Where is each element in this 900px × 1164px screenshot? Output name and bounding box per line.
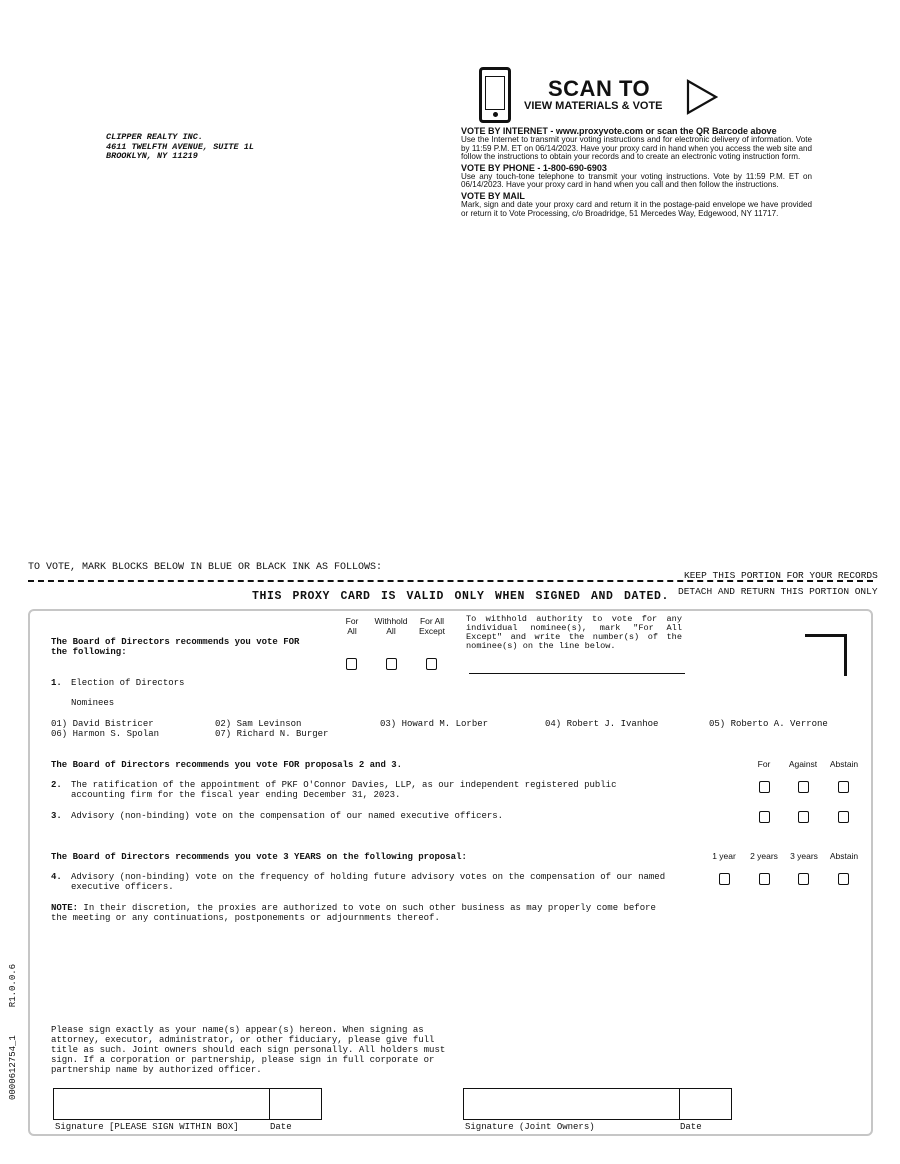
voting-instructions xyxy=(461,126,812,219)
detach-line xyxy=(28,580,873,582)
item4-2-years-checkbox[interactable] xyxy=(759,873,770,885)
item3-against-checkbox[interactable] xyxy=(798,811,809,823)
board-recommendation-3: The Board of Directors recommends you vote 3 YEARS on the following proposal: xyxy=(51,852,467,862)
item2-against-checkbox[interactable] xyxy=(798,781,809,793)
detach-portion-label: DETACH AND RETURN THIS PORTION ONLY xyxy=(678,586,878,597)
internet-heading: VOTE BY INTERNET - www.proxyvote.com or scan the QR Barcode above xyxy=(461,126,777,136)
to-vote-instruction: TO VOTE, MARK BLOCKS BELOW IN BLUE OR BLACK INK AS FOLLOWS: xyxy=(28,562,383,573)
board-recommendation-2: The Board of Directors recommends you vote FOR proposals 2 and 3. xyxy=(51,760,403,770)
item4-3-years-checkbox[interactable] xyxy=(798,873,809,885)
address-line: BROOKLYN, NY 11219 xyxy=(106,151,198,161)
col-header-withhold-all: Withhold All xyxy=(374,616,408,636)
scan-subtitle: VIEW MATERIALS & VOTE xyxy=(524,100,663,112)
item2-for-checkbox[interactable] xyxy=(759,781,770,793)
item4-1-year-checkbox[interactable] xyxy=(719,873,730,885)
nominee: 07) Richard N. Burger xyxy=(215,729,329,739)
nominees-label: Nominees xyxy=(71,698,115,708)
mail-heading: VOTE BY MAIL xyxy=(461,190,525,201)
valid-notice: THIS PROXY CARD IS VALID ONLY WHEN SIGNED AND DATED. xyxy=(252,590,670,603)
address-line: CLIPPER REALTY INC. xyxy=(106,132,203,142)
col-header-for-all-except: For All Except xyxy=(419,616,445,636)
note-label: NOTE: xyxy=(51,903,79,913)
keep-portion-label: KEEP THIS PORTION FOR YOUR RECORDS xyxy=(684,570,878,581)
col-header-abstain: Abstain xyxy=(829,851,859,861)
date-label: Date xyxy=(270,1122,292,1132)
col-header-2-years: 2 years xyxy=(750,851,778,861)
phone-heading: VOTE BY PHONE - 1-800-690-6903 xyxy=(461,162,607,173)
nominee: 04) Robert J. Ivanhoe xyxy=(545,719,659,729)
nominee: 05) Roberto A. Verrone xyxy=(709,719,828,729)
item3-for-checkbox[interactable] xyxy=(759,811,770,823)
joint-signature-box[interactable] xyxy=(463,1088,732,1120)
col-header-1-year: 1 year xyxy=(712,851,736,861)
corner-mark-icon xyxy=(805,634,847,676)
for-all-checkbox[interactable] xyxy=(346,658,357,670)
phone-icon xyxy=(479,67,511,123)
phone-text: Use any touch-tone telephone to transmit your voting instructions. Vote by 11:59 P.M. ET on 06/14/2023. Have your proxy card in hand when you call and then follow the instructions. xyxy=(461,171,812,190)
board-recommendation-1: The Board of Directors recommends you vote FOR the following: xyxy=(51,637,300,657)
signature-label: Signature [PLEASE SIGN WITHIN BOX] xyxy=(55,1122,239,1132)
nominee: 03) Howard M. Lorber xyxy=(380,719,489,729)
item3-text: Advisory (non-binding) vote on the compensation of our named executive officers. xyxy=(71,811,504,821)
col-header-3-years: 3 years xyxy=(790,851,818,861)
scan-title: SCAN TO xyxy=(548,76,651,101)
col-header-for-all: For All xyxy=(345,616,359,636)
item4-abstain-checkbox[interactable] xyxy=(838,873,849,885)
signature-divider xyxy=(679,1088,680,1120)
item-number: 3. xyxy=(51,811,62,821)
joint-signature-label: Signature (Joint Owners) xyxy=(465,1122,595,1132)
col-header-abstain: Abstain xyxy=(829,759,859,769)
item2-abstain-checkbox[interactable] xyxy=(838,781,849,793)
address-line: 4611 TWELFTH AVENUE, SUITE 1L xyxy=(106,141,254,152)
col-header-against: Against xyxy=(788,759,818,769)
signing-instructions: Please sign exactly as your name(s) appear(s) hereon. When signing as attorney, executor, administrator, or other fiduciary, please give full title as such. Joint owners should each sign personally. All holders must sign. If a corporation or partnership, please sign in full corporate or partnership name by authorized officer. xyxy=(51,1025,446,1075)
internet-text: Use the Internet to transmit your voting instructions and for electronic delivery of information. Vote by 11:59 P.M. ET on 06/14/2023. Have your proxy card in hand when you access the web site and follow the instructions to obtain your records and to create an electronic voting instruction form. xyxy=(461,135,812,162)
item-number: 4. xyxy=(51,872,62,882)
mailing-address xyxy=(106,133,254,162)
col-header-for: For xyxy=(757,759,771,769)
play-arrow-icon xyxy=(686,79,718,115)
item-number: 1. xyxy=(51,678,62,688)
item4-text: Advisory (non-binding) vote on the frequency of holding future advisory votes on the compensation of our named executive officers. xyxy=(71,872,666,892)
item1-text: Election of Directors xyxy=(71,678,185,688)
item-number: 2. xyxy=(51,780,62,790)
discretion-note: NOTE: In their discretion, the proxies are authorized to vote on such other business as may properly come before the meeting or any continuations, postponements or adjournments thereof. xyxy=(51,903,656,923)
withhold-instructions: To withhold authority to vote for any individual nominee(s), mark "For All Except" and write the number(s) of the nominee(s) on the line below. xyxy=(466,614,682,651)
nominee: 01) David Bistricer xyxy=(51,719,154,729)
signature-divider xyxy=(269,1088,270,1120)
signature-box[interactable] xyxy=(53,1088,322,1120)
item2-text: The ratification of the appointment of PKF O'Connor Davies, LLP, as our independent registered public accounting firm for the fiscal year ending December 31, 2023. xyxy=(71,780,617,800)
document-code: 0000612754_1R1.0.0.6 xyxy=(8,963,18,1100)
withhold-all-checkbox[interactable] xyxy=(386,658,397,670)
joint-date-label: Date xyxy=(680,1122,702,1132)
for-all-except-checkbox[interactable] xyxy=(426,658,437,670)
nominee: 02) Sam Levinson xyxy=(215,719,302,729)
nominee: 06) Harmon S. Spolan xyxy=(51,729,160,739)
mail-text: Mark, sign and date your proxy card and return it in the postage-paid envelope we have provided or return it to Vote Processing, c/o Broadridge, 51 Mercedes Way, Edgewood, NY 11717. xyxy=(461,199,812,218)
item3-abstain-checkbox[interactable] xyxy=(838,811,849,823)
except-nominee-line[interactable] xyxy=(469,673,685,674)
